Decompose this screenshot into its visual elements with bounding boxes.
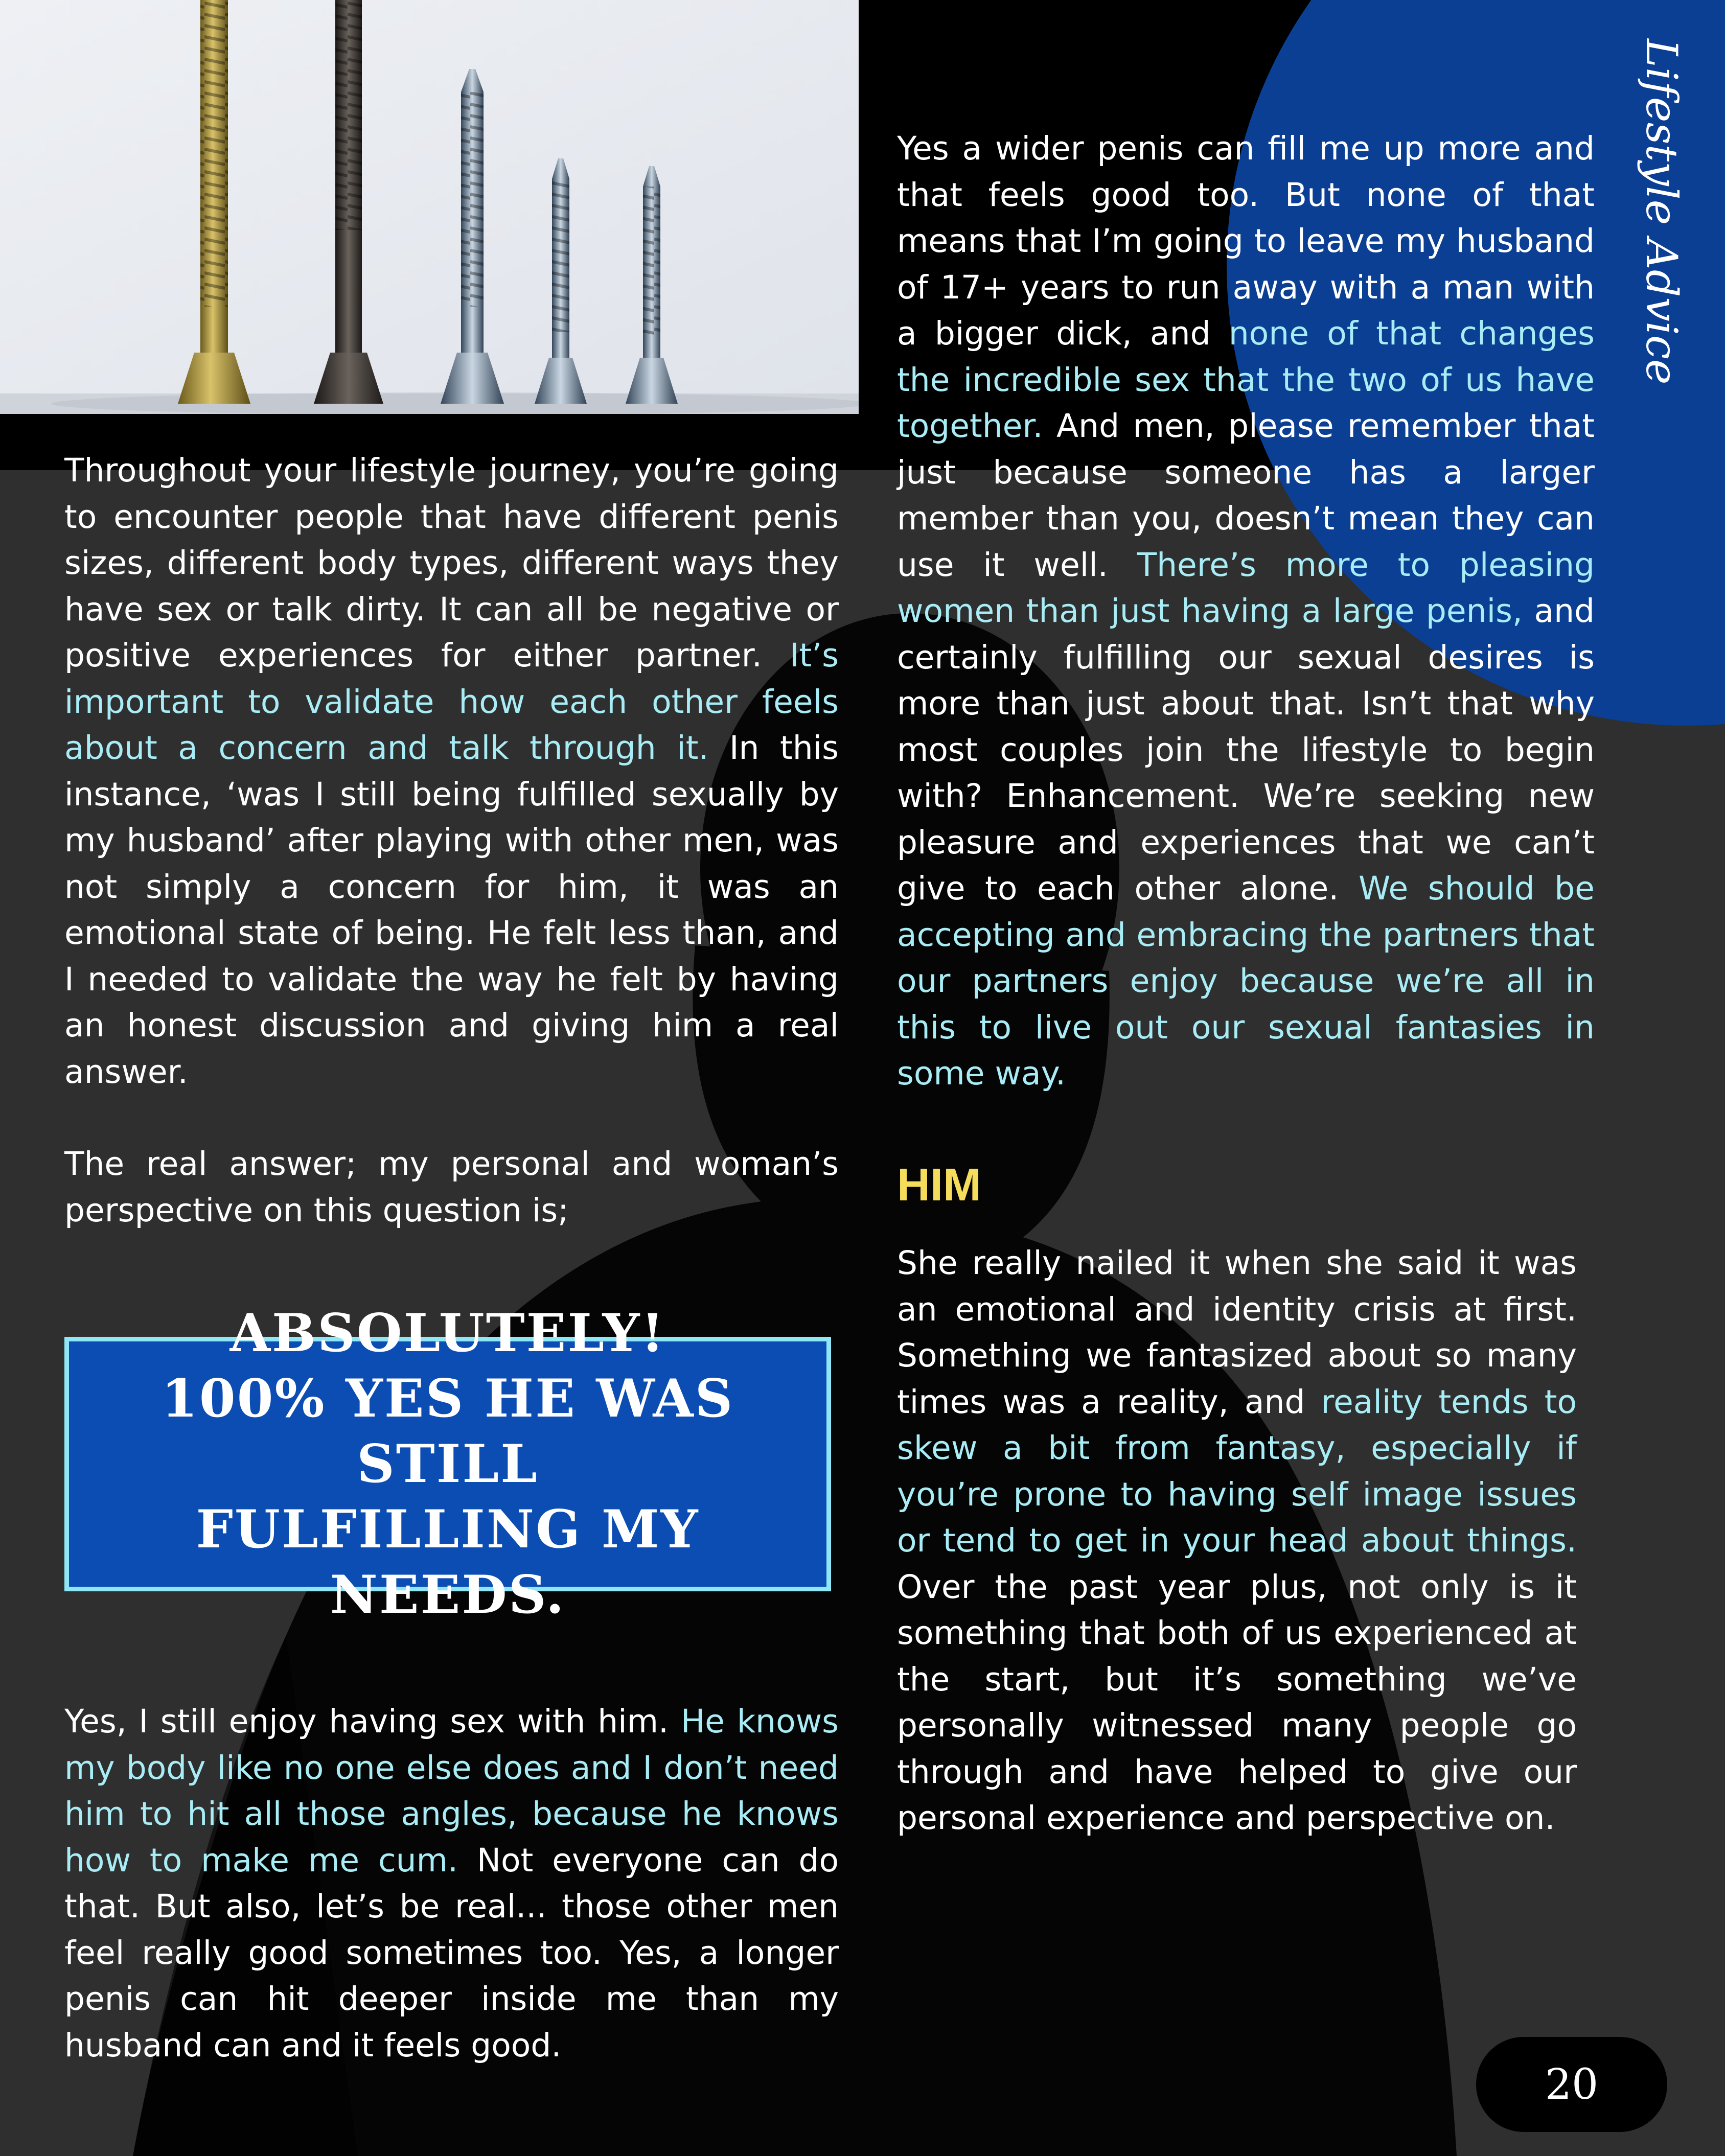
left-p3-highlight: He knows my body like no one else does and I don’t need him to hit all those angles, because he knows how to make me cum. bbox=[64, 1703, 839, 1879]
left-p1-highlight: It’s important to validate how each other feels about a concern and talk through it. bbox=[64, 637, 839, 767]
right-column-bottom-text bbox=[897, 1240, 1577, 1842]
right-p2-text-a: She really nailed it when she said it was an emotional and identity crisis at first. Something we fantasized about so many times was a reality, and bbox=[897, 1244, 1577, 1421]
right-p1-highlight-3: We should be accepting and embracing the partners that our partners enjoy because we’re all in this to live out our sexual fantasies in some way. bbox=[897, 870, 1595, 1092]
left-paragraph-3 bbox=[64, 1699, 839, 2069]
right-paragraph-1 bbox=[897, 126, 1595, 1097]
right-p2-highlight: reality tends to skew a bit from fantasy, especially if you’re prone to having self image issues or tend to get in your head about things. bbox=[897, 1383, 1577, 1559]
page-number-badge bbox=[1476, 2037, 1667, 2132]
right-p2-text-c: Over the past year plus, not only is it something that both of us experienced at the start, but it’s something we’ve personally witnessed many people go through and have helped to give our personal experience and perspective on. bbox=[897, 1568, 1577, 1837]
left-p1-text-a: Throughout your lifestyle journey, you’re going to encounter people that have different penis sizes, different body types, different ways they have sex or talk dirty. It can all be negative or positive experiences for either partner. bbox=[64, 452, 839, 674]
left-p1-text-c: In this instance, ‘was I still being fulfilled sexually by my husband’ after playing with other men, was not simply a concern for him, it was an emotional state of being. He felt less than, and I needed to validate the way he felt by having an honest discussion and giving him a real answer. bbox=[64, 729, 839, 1091]
left-column-text bbox=[64, 448, 839, 1234]
left-column-bottom-text bbox=[64, 1699, 839, 2069]
pull-quote-text bbox=[69, 1301, 826, 1628]
right-p1-highlight-2: There’s more to pleasing women than just having a large penis, bbox=[897, 546, 1595, 630]
right-paragraph-2 bbox=[897, 1240, 1577, 1842]
left-paragraph-1 bbox=[64, 448, 839, 1095]
pull-quote-line-3: FULFILLING MY NEEDS. bbox=[196, 1499, 700, 1626]
pull-quote-line-2: 100% YES HE WAS STILL bbox=[161, 1368, 734, 1495]
section-label: Lifestyle Advice bbox=[1637, 39, 1687, 385]
left-p3-text-c: Not everyone can do that. But also, let’s be real... those other men feel really good sometimes too. Yes, a longer penis can hit deeper inside me than my husband can and it feels good. bbox=[64, 1841, 839, 2064]
page-number: 20 bbox=[1545, 2060, 1599, 2109]
right-p1-highlight-1: none of that changes the incredible sex that the two of us have together. bbox=[897, 315, 1595, 445]
screws-photo bbox=[0, 0, 859, 414]
right-p1-text-c: And men, please remember that just because someone has a larger member than you, doesn’t mean they can use it well. bbox=[897, 407, 1595, 584]
him-heading: HIM bbox=[897, 1160, 981, 1211]
right-column-text bbox=[897, 126, 1595, 1097]
left-p3-text-a: Yes, I still enjoy having sex with him. bbox=[64, 1703, 681, 1740]
right-p1-text-e: and certainly fulfilling our sexual desires is more than just about that. Isn’t that why most couples join the lifestyle to begin with? Enhancement. We’re seeking new pleasure and experiences that we can’t give to each other alone. bbox=[897, 592, 1595, 907]
pull-quote-line-1: ABSOLUTELY! bbox=[229, 1303, 666, 1364]
left-paragraph-2: The real answer; my personal and woman’s perspective on this question is; bbox=[64, 1145, 839, 1229]
right-p1-text-a: Yes a wider penis can fill me up more and that feels good too. But none of that means that I’m going to leave my husband of 17+ years to run away with a man with a bigger dick, and bbox=[897, 130, 1595, 352]
pull-quote-box bbox=[64, 1303, 831, 1626]
